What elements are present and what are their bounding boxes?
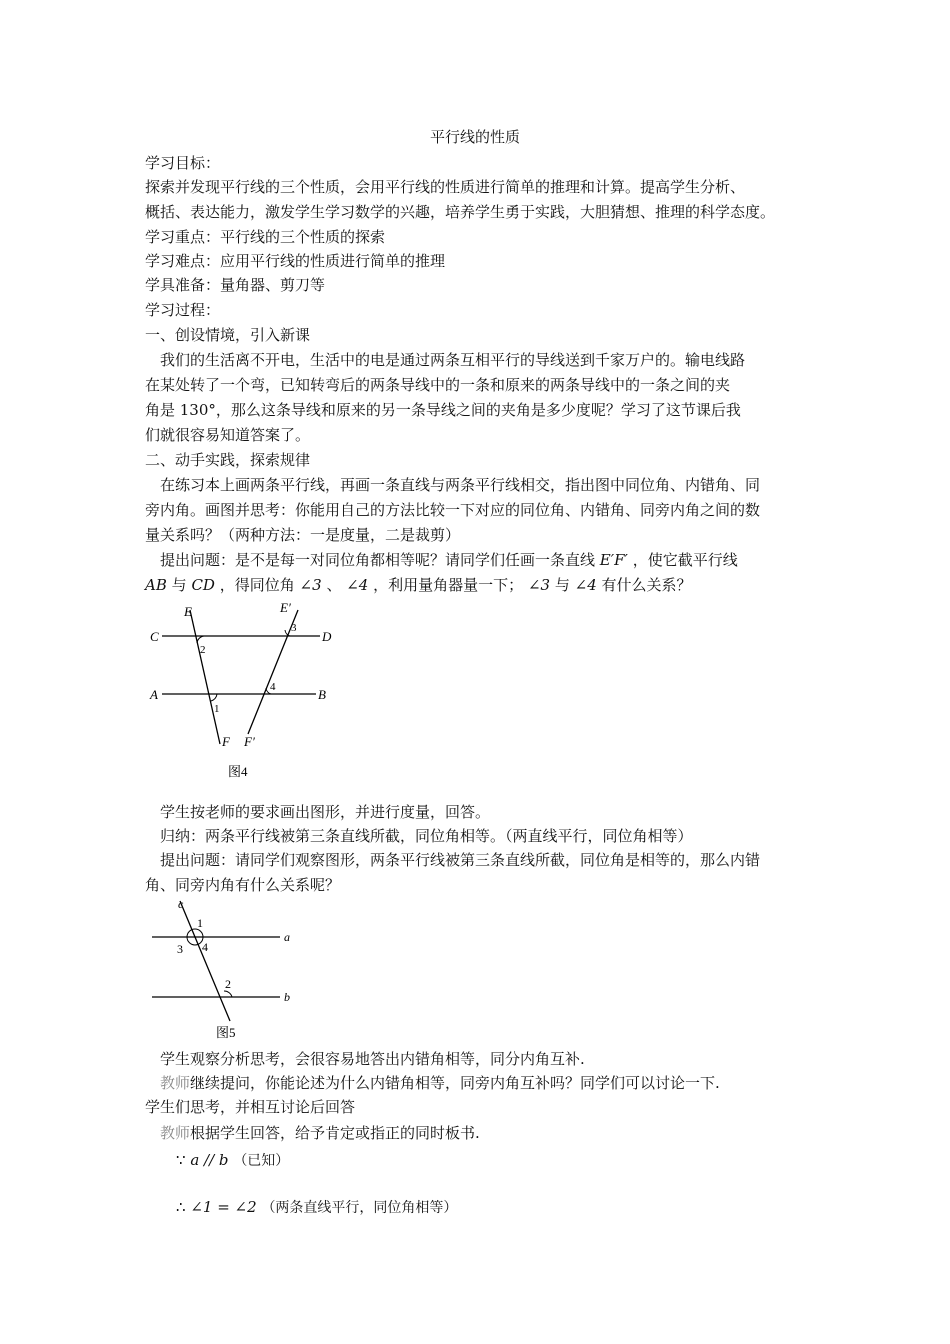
angle-4: ∠4 — [346, 576, 369, 594]
label-c: c — [178, 897, 184, 911]
question1-line-2 — [145, 578, 692, 593]
label-angle-1: 1 — [197, 916, 203, 930]
question1-line-1 — [160, 553, 738, 568]
question1-text-a: 提出问题：是不是每一对同位角都相等呢？请同学们任画一条直线 — [160, 551, 596, 569]
objectives-line-1: 探索并发现平行线的三个性质，会用平行线的性质进行简单的推理和计算。提高学生分析、 — [145, 178, 746, 196]
proof1-math: a // b — [190, 1151, 229, 1169]
label-f: F — [222, 734, 230, 749]
label-angle-3: 3 — [177, 942, 183, 956]
proof2-reason: （两条直线平行，同位角相等） — [261, 1200, 458, 1216]
objectives-line-2: 概括、表达能力，激发学生学习数学的兴趣，培养学生勇于实践，大胆猜想、推理的科学态度。 — [145, 203, 776, 221]
students-discuss: 学生们思考，并相互讨论后回答 — [145, 1098, 356, 1116]
observe: 学生观察分析思考，会很容易地答出内错角相等，同分内角互补. — [160, 1050, 585, 1068]
label-eprime: E′ — [280, 600, 291, 615]
question1-text-e: 有什么关系？ — [601, 576, 692, 594]
angle-3: ∠3 — [299, 576, 322, 594]
proof2-math: ∠1 = ∠2 — [190, 1198, 257, 1216]
teacher-question-text: 继续提问，你能论述为什么内错角相等，同旁内角互补吗？同学们可以讨论一下. — [190, 1074, 720, 1092]
line-c-drawn — [180, 901, 230, 1021]
section1-line-1: 我们的生活离不开电，生活中的电是通过两条互相平行的导线送到千家万户的。输电线路 — [160, 351, 746, 369]
label-fprime: F′ — [244, 734, 255, 749]
question2-line-1: 提出问题：请同学们观察图形，两条平行线被第三条直线所截，同位角是相等的，那么内错 — [160, 851, 761, 869]
proof-line-2 — [176, 1200, 457, 1215]
label-angle-1: 1 — [214, 703, 220, 715]
line-efprime: E′F′ — [599, 551, 628, 569]
section1-line-3: 角是 130°，那么这条导线和原来的另一条导线之间的夹角是多少度呢？学习了这节课后我 — [145, 401, 741, 419]
proof1-reason: （已知） — [233, 1153, 290, 1169]
with-text: 与 — [171, 576, 187, 594]
therefore-symbol: ∴ — [176, 1198, 186, 1216]
label-angle-2: 2 — [225, 977, 231, 991]
label-b: b — [284, 990, 290, 1004]
angle-2-arc — [197, 636, 204, 643]
label-angle-4: 4 — [270, 681, 276, 693]
figure-5 — [140, 895, 310, 1045]
teacher-board-text: 根据学生回答，给予肯定或指正的同时板书. — [190, 1124, 480, 1142]
section2-line-2: 旁内角。画图并思考：你能用自己的方法比较一下对应的同位角、内错角、同旁内角之间的数 — [145, 501, 761, 519]
key-point: 学习重点：平行线的三个性质的探索 — [145, 228, 386, 246]
figure-5-caption: 图5 — [216, 1025, 236, 1040]
label-angle-4: 4 — [202, 940, 208, 954]
label-a: A — [150, 687, 158, 702]
angle-2-arc — [224, 991, 232, 997]
difficulty: 学习难点：应用平行线的性质进行简单的推理 — [145, 252, 446, 270]
because-symbol: ∵ — [176, 1151, 186, 1169]
process-heading: 学习过程： — [145, 301, 221, 319]
label-b: B — [318, 687, 326, 702]
angle-3-again: ∠3 — [527, 576, 551, 594]
angle-1-arc — [211, 694, 217, 701]
figure-4 — [140, 598, 350, 788]
section2-line-3: 量关系吗？（两种方法：一是度量，二是裁剪） — [145, 526, 461, 544]
line-ef-drawn — [190, 610, 220, 744]
student-answer: 学生按老师的要求画出图形，并进行度量，回答。 — [160, 803, 491, 821]
label-e: E — [184, 604, 192, 619]
figure-4-caption: 图4 — [228, 764, 248, 779]
section1-line-4: 们就很容易知道答案了。 — [145, 426, 311, 444]
page-title: 平行线的性质 — [429, 128, 520, 146]
objectives-heading: 学习目标： — [145, 154, 221, 172]
label-angle-3: 3 — [291, 622, 297, 634]
angle-4-again: ∠4 — [574, 576, 597, 594]
label-c: C — [150, 629, 159, 644]
section2-heading: 二、动手实践，探索规律 — [145, 451, 311, 469]
label-d: D — [322, 629, 332, 644]
teacher-board — [160, 1126, 480, 1141]
teacher-label-2: 教师 — [160, 1124, 191, 1142]
separator: 、 — [326, 576, 342, 594]
label-a: a — [284, 930, 290, 944]
section2-line-1: 在练习本上画两条平行线，再画一条直线与两条平行线相交，指出图中同位角、内错角、同 — [160, 476, 761, 494]
question1-text-d: ，利用量角器量一下； — [373, 576, 524, 594]
teacher-label: 教师 — [160, 1074, 191, 1092]
section1-heading: 一、创设情境，引入新课 — [145, 326, 311, 344]
proof-line-1 — [176, 1153, 289, 1168]
line-ab: AB — [145, 576, 167, 594]
section1-line-2: 在某处转了一个弯，已知转弯后的两条导线中的一条和原来的两条导线中的一条之间的夹 — [145, 376, 731, 394]
with-text-2: 与 — [554, 576, 570, 594]
label-angle-2: 2 — [200, 644, 206, 656]
summary: 归纳：两条平行线被第三条直线所截，同位角相等。（两直线平行，同位角相等） — [160, 827, 693, 845]
question1-text-b: ，使它截平行线 — [632, 551, 738, 569]
question1-text-c: ，得同位角 — [219, 576, 295, 594]
teacher-question — [160, 1076, 720, 1091]
tools: 学具准备：量角器、剪刀等 — [145, 276, 326, 294]
question2-line-2: 角、同旁内角有什么关系呢？ — [145, 876, 341, 894]
line-cd: CD — [191, 576, 215, 594]
